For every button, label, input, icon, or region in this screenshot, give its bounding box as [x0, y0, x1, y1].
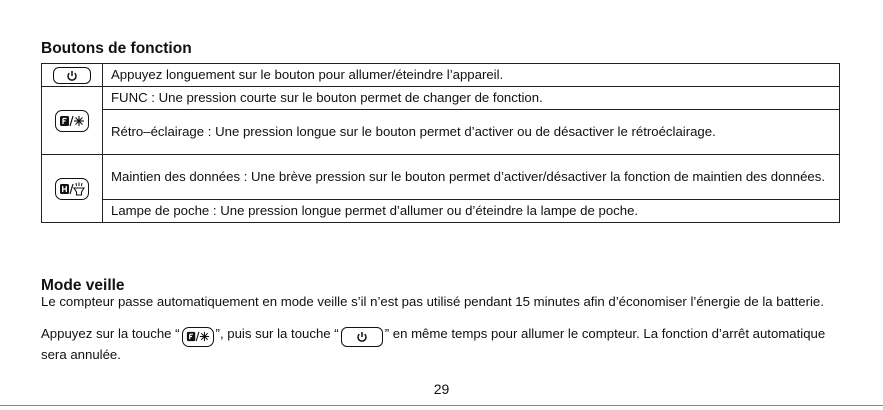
func-backlight-button-icon	[55, 110, 89, 132]
sleep-mode-paragraph-2	[41, 326, 841, 363]
page-number: 29	[433, 381, 450, 397]
icon-cell	[42, 87, 103, 155]
row-text: Appuyez longuement sur le bouton pour allumer/éteindre l’appareil.	[103, 64, 840, 87]
paragraph-text: Appuyez sur la touche “	[41, 326, 180, 341]
table-row	[42, 64, 840, 87]
power-button-icon	[53, 67, 91, 84]
row-text: Lampe de poche : Une pression longue permet d’allumer ou d’éteindre la lampe de poche.	[103, 200, 840, 223]
sleep-mode-paragraph-1: Le compteur passe automatiquement en mode veille s’il n’est pas utilisé pendant 15 minutes afin d’économiser l’énergie de la batterie.	[41, 294, 824, 309]
paragraph-text: ”, puis sur la touche “	[215, 326, 339, 341]
function-buttons-table	[41, 63, 840, 223]
section-title-function-buttons: Boutons de fonction	[41, 40, 192, 57]
footer-divider	[0, 405, 883, 406]
row-text: Rétro–éclairage : Une pression longue sur le bouton permet d’activer ou de désactiver le rétroéclairage.	[103, 110, 840, 155]
icon-cell	[42, 64, 103, 87]
paragraph-text: ” en même temps pour allumer le compteur. La fonction d’arrêt automatique sera annulée.	[41, 326, 826, 362]
func-backlight-button-icon	[182, 327, 214, 347]
hold-flashlight-button-icon	[55, 178, 89, 200]
power-button-icon	[341, 327, 383, 347]
section-title-sleep-mode: Mode veille	[41, 277, 125, 294]
icon-cell	[42, 155, 103, 223]
table-row	[42, 200, 840, 223]
row-text: FUNC : Une pression courte sur le bouton permet de changer de fonction.	[103, 87, 840, 110]
row-text: Maintien des données : Une brève pression sur le bouton permet d’activer/désactiver la fonction de maintien des données.	[103, 155, 840, 200]
table-row	[42, 87, 840, 110]
